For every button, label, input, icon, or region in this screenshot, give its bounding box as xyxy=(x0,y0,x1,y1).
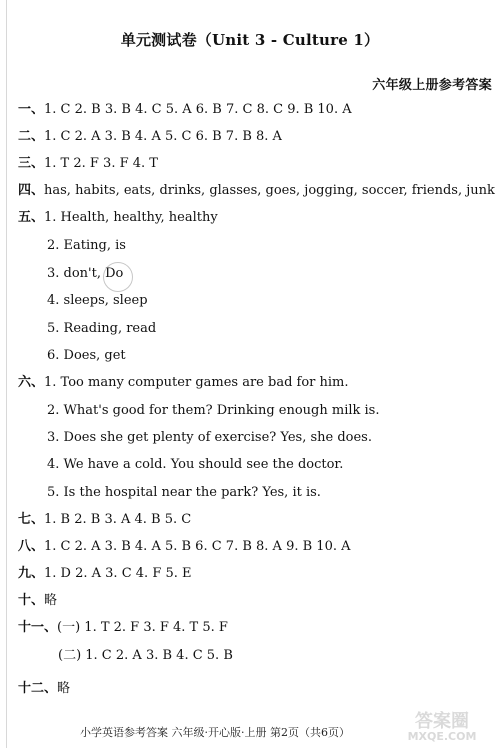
answer-line-16 xyxy=(18,512,191,528)
answer-line-9 xyxy=(47,321,156,337)
page-footer: 小学英语参考答案 六年级·开心版·上册 第2页（共6页） xyxy=(80,726,350,739)
page-title: 单元测试卷（Unit 3 - Culture 1） xyxy=(120,31,380,49)
answer-text: 1. Too many computer games are bad for him. xyxy=(44,375,349,390)
answer-line-4 xyxy=(18,183,495,199)
answer-text: 2. Eating, is xyxy=(47,238,126,253)
answer-line-13 xyxy=(47,430,372,446)
answer-line-22 xyxy=(18,681,70,697)
section-label: 三、 xyxy=(18,156,45,171)
answer-text: 1. C 2. B 3. B 4. C 5. A 6. B 7. C 8. C 9. B 10. A xyxy=(44,102,352,117)
answer-text: 1. T 2. F 3. F 4. T xyxy=(44,156,158,171)
stamp-mark xyxy=(103,262,133,292)
answer-line-18 xyxy=(18,566,192,582)
section-label: 七、 xyxy=(18,512,45,527)
section-label: 十一、 xyxy=(18,620,58,635)
answer-line-15 xyxy=(47,485,321,501)
answer-line-20 xyxy=(18,620,228,636)
answer-line-14 xyxy=(47,457,343,473)
watermark-logo xyxy=(388,713,496,745)
answer-line-3 xyxy=(18,156,158,172)
section-label: 二、 xyxy=(18,129,45,144)
answer-text: 6. Does, get xyxy=(47,348,126,363)
page-subtitle: 六年级上册参考答案 xyxy=(372,78,492,93)
answer-line-6 xyxy=(47,238,126,254)
answer-line-12 xyxy=(47,403,380,419)
answer-line-19 xyxy=(18,593,57,609)
answer-text: 3. Does she get plenty of exercise? Yes, she does. xyxy=(47,430,372,445)
watermark-line-2: MXQE.COM xyxy=(407,730,477,743)
answer-text: 略 xyxy=(57,681,71,696)
section-label: 九、 xyxy=(18,566,45,581)
section-label: 六、 xyxy=(18,375,45,390)
answer-line-21 xyxy=(58,648,233,664)
section-label: 五、 xyxy=(18,210,45,225)
section-label: 八、 xyxy=(18,539,45,554)
answer-line-5 xyxy=(18,210,218,226)
answer-text: 3. don't, Do xyxy=(47,266,124,281)
answer-text: 1. B 2. B 3. A 4. B 5. C xyxy=(44,512,192,527)
section-label: 十二、 xyxy=(18,681,58,696)
answer-text: 5. Is the hospital near the park? Yes, it is. xyxy=(47,485,321,500)
answer-text: 1. C 2. A 3. B 4. A 5. B 6. C 7. B 8. A 9. B 10. A xyxy=(44,539,351,554)
section-label: 四、 xyxy=(18,183,45,198)
answer-text: 1. Health, healthy, healthy xyxy=(44,210,218,225)
answer-text: 4. sleeps, sleep xyxy=(47,293,148,308)
watermark-line-1: 答案圈 xyxy=(415,711,469,732)
answer-line-1 xyxy=(18,102,352,118)
answer-text: (二) 1. C 2. A 3. B 4. C 5. B xyxy=(58,648,233,663)
answer-text: 2. What's good for them? Drinking enough milk is. xyxy=(47,403,380,418)
answer-line-10 xyxy=(47,348,126,364)
answer-text: 略 xyxy=(44,593,58,608)
answer-text: 1. C 2. A 3. B 4. A 5. C 6. B 7. B 8. A xyxy=(44,129,282,144)
answer-text: 1. D 2. A 3. C 4. F 5. E xyxy=(44,566,192,581)
section-label: 十、 xyxy=(18,593,45,608)
answer-line-17 xyxy=(18,539,351,555)
answer-line-11 xyxy=(18,375,349,391)
answer-line-8 xyxy=(47,293,148,309)
answer-text: has, habits, eats, drinks, glasses, goes, jogging, soccer, friends, junk xyxy=(44,183,495,198)
answer-line-2 xyxy=(18,129,282,145)
answer-text: 4. We have a cold. You should see the doctor. xyxy=(47,457,344,472)
page-border xyxy=(6,0,7,748)
section-label: 一、 xyxy=(18,102,45,117)
answer-text: 5. Reading, read xyxy=(47,321,157,336)
answer-text: (一) 1. T 2. F 3. F 4. T 5. F xyxy=(57,620,228,635)
